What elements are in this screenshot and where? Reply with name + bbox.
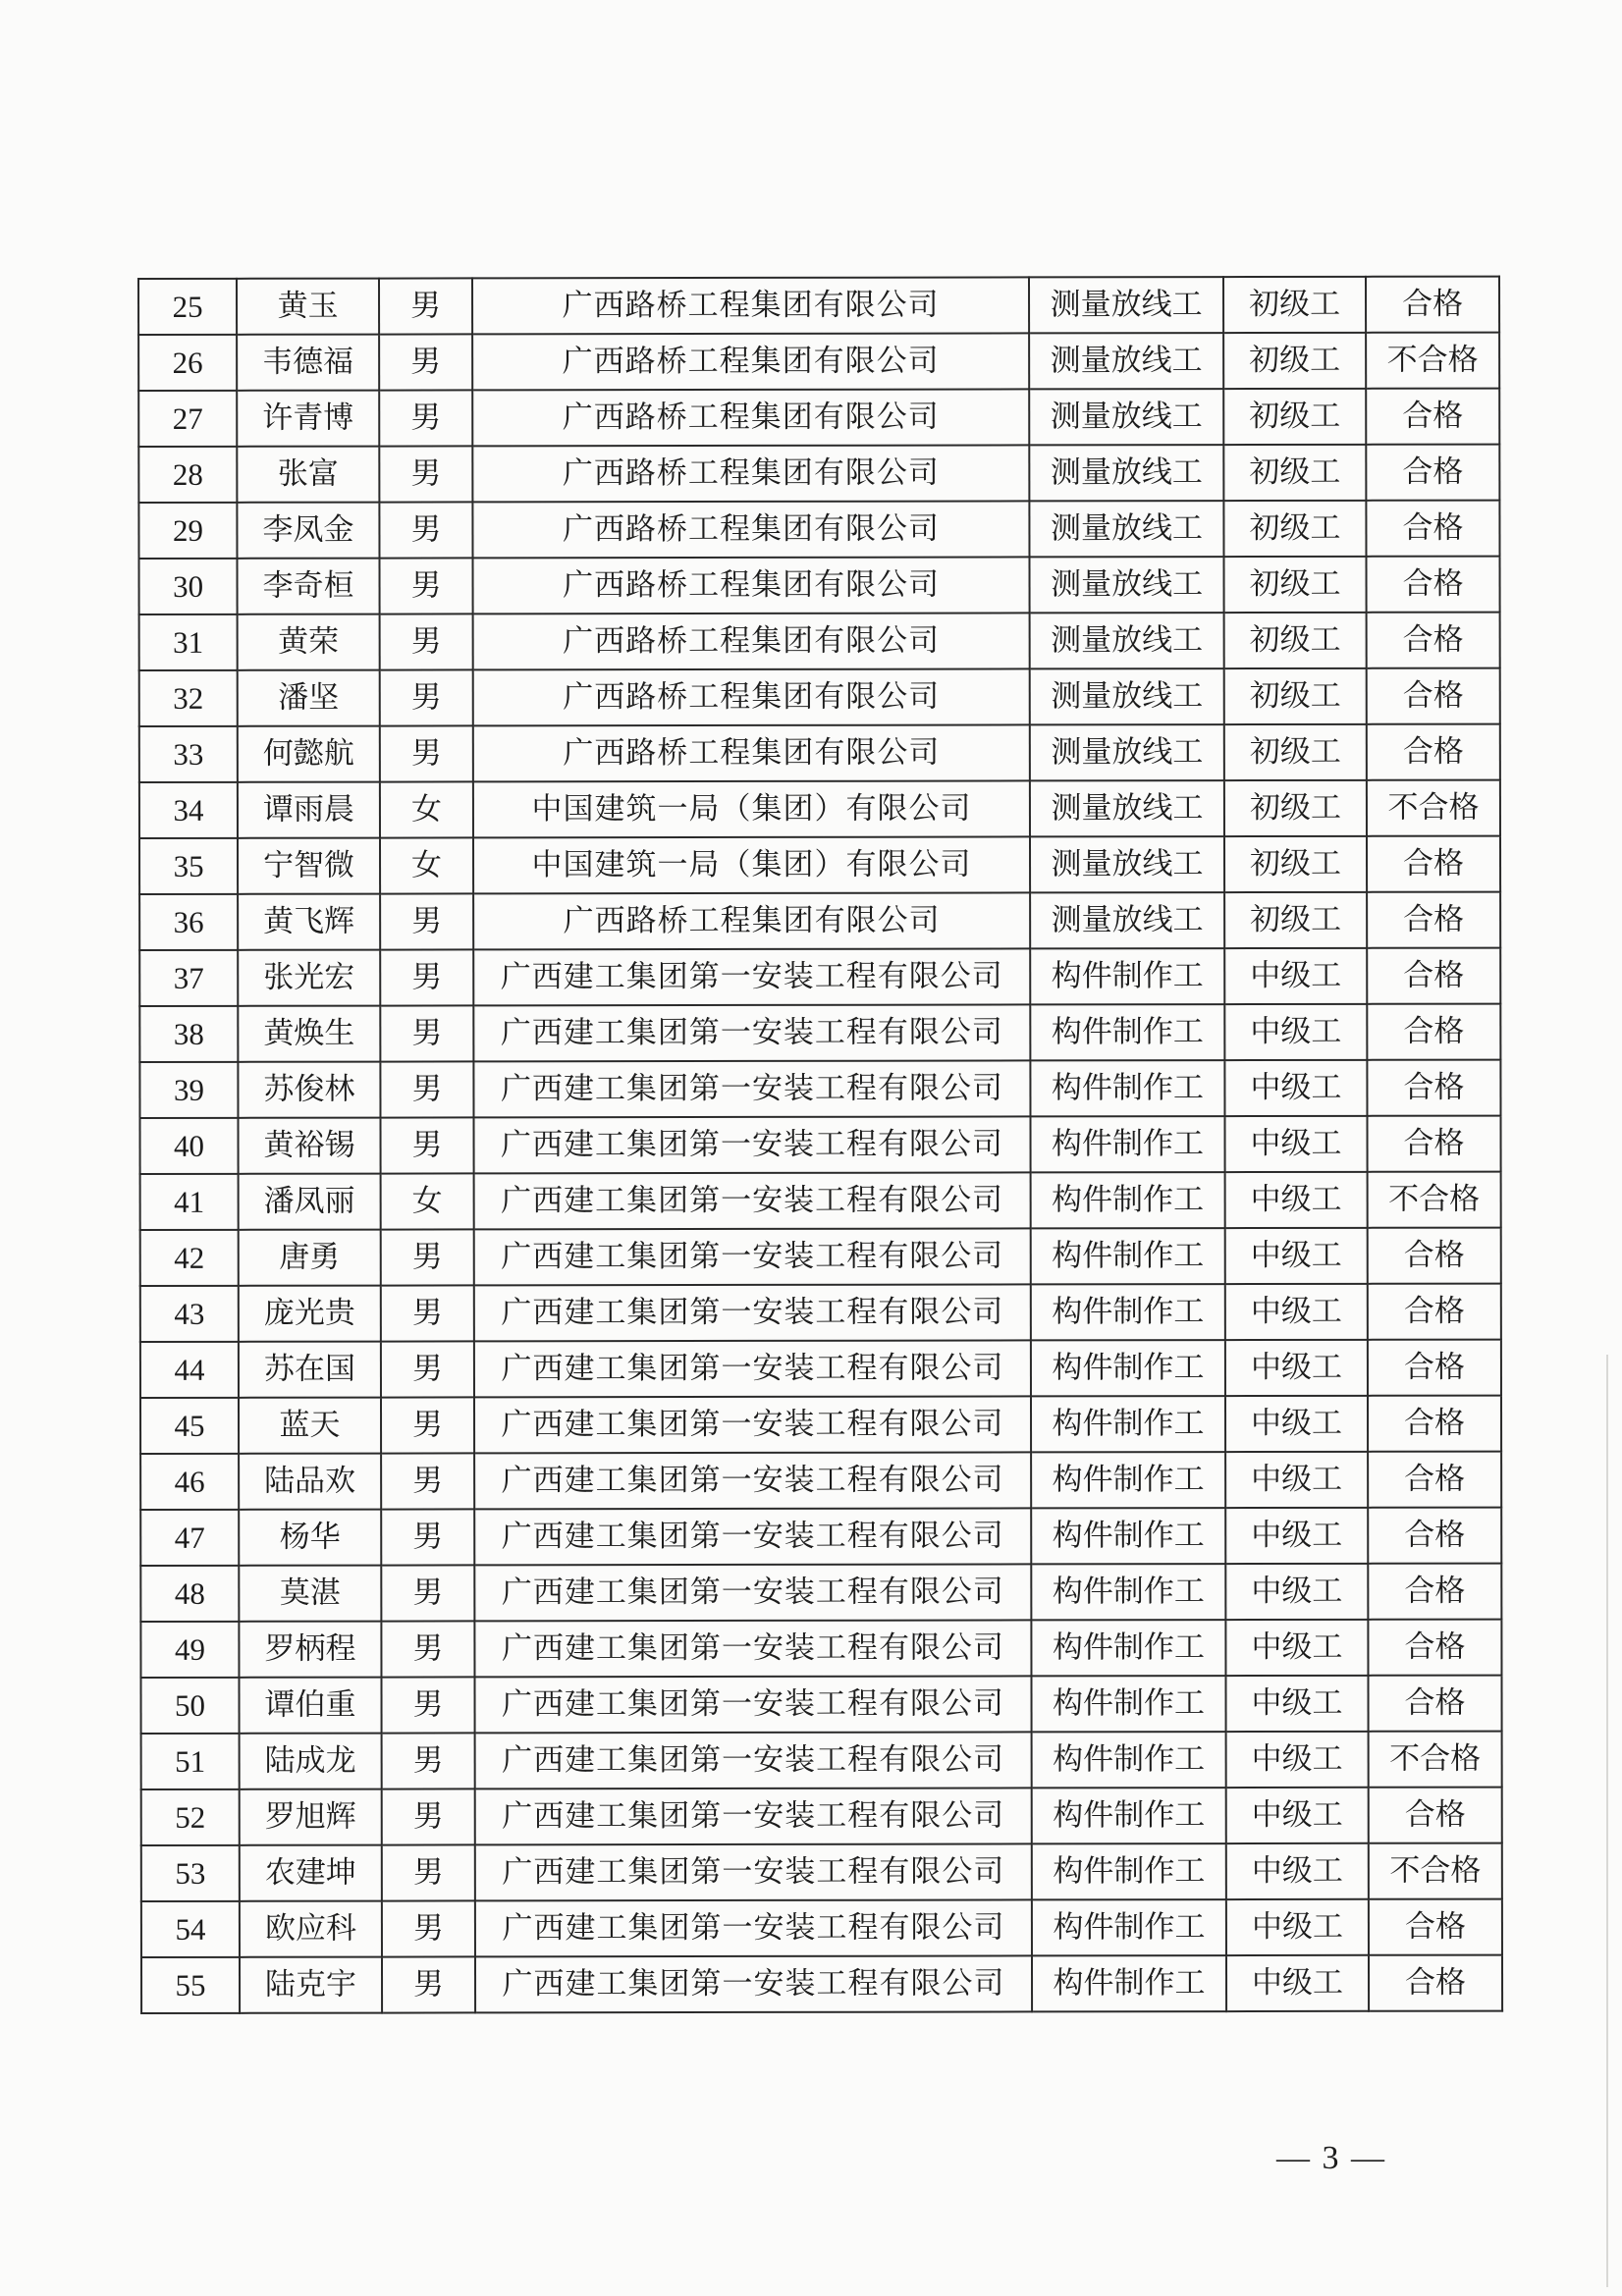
skill-level: 中级工 bbox=[1224, 948, 1367, 1004]
skill-level: 中级工 bbox=[1225, 1620, 1368, 1676]
company-name: 广西路桥工程集团有限公司 bbox=[473, 892, 1030, 949]
trade: 构件制作工 bbox=[1031, 1564, 1225, 1620]
results-table-body bbox=[138, 277, 1502, 2013]
gender: 男 bbox=[382, 1844, 475, 1900]
trade: 测量放线工 bbox=[1030, 892, 1224, 948]
gender: 男 bbox=[381, 1285, 474, 1341]
row-number: 54 bbox=[141, 1901, 240, 1957]
person-name: 莫湛 bbox=[239, 1566, 381, 1622]
company-name: 广西建工集团第一安装工程有限公司 bbox=[474, 1284, 1031, 1341]
company-name: 广西建工集团第一安装工程有限公司 bbox=[474, 1620, 1031, 1677]
row-number: 47 bbox=[140, 1510, 239, 1566]
table-row bbox=[139, 724, 1500, 782]
table-row bbox=[139, 948, 1500, 1006]
row-number: 25 bbox=[138, 279, 237, 335]
company-name: 广西建工集团第一安装工程有限公司 bbox=[475, 1788, 1032, 1844]
person-name: 张富 bbox=[237, 447, 379, 503]
exam-result: 合格 bbox=[1368, 1564, 1501, 1620]
company-name: 中国建筑一局（集团）有限公司 bbox=[473, 836, 1030, 893]
trade: 测量放线工 bbox=[1030, 724, 1224, 780]
table-row bbox=[141, 1788, 1502, 1845]
skill-level: 初级工 bbox=[1224, 668, 1367, 724]
skill-level: 初级工 bbox=[1224, 724, 1367, 780]
table-row bbox=[138, 501, 1499, 559]
exam-result: 合格 bbox=[1367, 724, 1500, 780]
row-number: 40 bbox=[139, 1118, 238, 1174]
row-number: 37 bbox=[139, 950, 238, 1006]
company-name: 中国建筑一局（集团）有限公司 bbox=[473, 780, 1030, 837]
person-name: 陆品欢 bbox=[239, 1454, 381, 1510]
exam-result: 合格 bbox=[1367, 836, 1500, 892]
person-name: 潘坚 bbox=[238, 670, 380, 726]
results-table bbox=[137, 276, 1503, 2014]
company-name: 广西建工集团第一安装工程有限公司 bbox=[475, 1899, 1032, 1956]
person-name: 蓝天 bbox=[239, 1398, 381, 1454]
skill-level: 初级工 bbox=[1224, 892, 1367, 948]
table-row bbox=[141, 1899, 1502, 1957]
gender: 男 bbox=[380, 725, 473, 781]
skill-level: 中级工 bbox=[1225, 1676, 1368, 1732]
trade: 构件制作工 bbox=[1031, 1396, 1225, 1452]
person-name: 农建坤 bbox=[240, 1845, 382, 1901]
person-name: 陆成龙 bbox=[240, 1734, 382, 1789]
gender: 男 bbox=[379, 502, 472, 558]
table-row bbox=[139, 1004, 1500, 1062]
row-number: 38 bbox=[139, 1006, 238, 1062]
skill-level: 中级工 bbox=[1226, 1955, 1369, 2011]
row-number: 49 bbox=[140, 1622, 239, 1678]
exam-result: 合格 bbox=[1366, 445, 1499, 501]
company-name: 广西建工集团第一安装工程有限公司 bbox=[473, 1004, 1030, 1061]
person-name: 张光宏 bbox=[238, 950, 380, 1006]
exam-result: 合格 bbox=[1366, 557, 1499, 613]
person-name: 许青博 bbox=[237, 391, 379, 447]
company-name: 广西建工集团第一安装工程有限公司 bbox=[474, 1172, 1031, 1229]
company-name: 广西建工集团第一安装工程有限公司 bbox=[474, 1564, 1031, 1621]
gender: 男 bbox=[380, 1005, 473, 1061]
row-number: 53 bbox=[141, 1845, 240, 1901]
row-number: 41 bbox=[140, 1174, 239, 1230]
gender: 女 bbox=[380, 781, 473, 837]
exam-result: 合格 bbox=[1368, 1452, 1501, 1508]
company-name: 广西建工集团第一安装工程有限公司 bbox=[474, 1508, 1031, 1565]
table-row bbox=[140, 1676, 1501, 1734]
exam-result: 合格 bbox=[1368, 1284, 1501, 1340]
page-edge-shadow bbox=[1606, 1355, 1608, 2287]
person-name: 苏在国 bbox=[239, 1342, 381, 1398]
person-name: 黄荣 bbox=[238, 614, 380, 670]
row-number: 34 bbox=[139, 782, 238, 838]
exam-result: 合格 bbox=[1367, 613, 1500, 668]
exam-result: 合格 bbox=[1368, 1396, 1501, 1452]
gender: 男 bbox=[380, 893, 473, 949]
gender: 男 bbox=[379, 446, 472, 502]
skill-level: 中级工 bbox=[1224, 1116, 1367, 1172]
row-number: 43 bbox=[140, 1286, 239, 1342]
skill-level: 初级工 bbox=[1223, 501, 1366, 557]
trade: 测量放线工 bbox=[1030, 668, 1224, 724]
exam-result: 合格 bbox=[1367, 948, 1500, 1004]
person-name: 潘凤丽 bbox=[239, 1174, 381, 1230]
table-row bbox=[139, 1116, 1500, 1174]
company-name: 广西路桥工程集团有限公司 bbox=[473, 668, 1030, 725]
company-name: 广西建工集团第一安装工程有限公司 bbox=[473, 1116, 1030, 1173]
company-name: 广西建工集团第一安装工程有限公司 bbox=[473, 948, 1030, 1005]
table-row bbox=[139, 668, 1500, 726]
trade: 构件制作工 bbox=[1030, 948, 1224, 1004]
gender: 男 bbox=[379, 558, 472, 614]
table-row bbox=[140, 1620, 1501, 1678]
gender: 男 bbox=[380, 669, 473, 725]
exam-result: 合格 bbox=[1366, 389, 1499, 445]
trade: 测量放线工 bbox=[1030, 780, 1224, 836]
exam-result: 合格 bbox=[1367, 892, 1500, 948]
exam-result: 合格 bbox=[1366, 501, 1499, 557]
trade: 构件制作工 bbox=[1031, 1676, 1225, 1732]
trade: 构件制作工 bbox=[1031, 1172, 1225, 1228]
company-name: 广西路桥工程集团有限公司 bbox=[473, 613, 1030, 669]
trade: 测量放线工 bbox=[1029, 277, 1223, 333]
gender: 男 bbox=[380, 949, 473, 1005]
company-name: 广西建工集团第一安装工程有限公司 bbox=[474, 1396, 1031, 1453]
row-number: 48 bbox=[140, 1566, 239, 1622]
trade: 构件制作工 bbox=[1031, 1452, 1225, 1508]
exam-result: 合格 bbox=[1368, 1620, 1501, 1676]
gender: 男 bbox=[380, 1117, 473, 1173]
company-name: 广西路桥工程集团有限公司 bbox=[472, 501, 1029, 558]
person-name: 李凤金 bbox=[237, 503, 379, 559]
exam-result: 合格 bbox=[1368, 1508, 1501, 1564]
gender: 男 bbox=[382, 1900, 475, 1956]
trade: 构件制作工 bbox=[1030, 1116, 1224, 1172]
table-row bbox=[139, 613, 1500, 670]
table-row bbox=[140, 1172, 1501, 1230]
gender: 男 bbox=[381, 1453, 474, 1509]
gender: 男 bbox=[381, 1397, 474, 1453]
company-name: 广西路桥工程集团有限公司 bbox=[472, 557, 1029, 614]
table-row bbox=[140, 1340, 1501, 1398]
skill-level: 中级工 bbox=[1224, 1060, 1367, 1116]
table-row bbox=[141, 1955, 1502, 2013]
exam-result: 不合格 bbox=[1366, 333, 1499, 389]
trade: 构件制作工 bbox=[1031, 1620, 1225, 1676]
company-name: 广西建工集团第一安装工程有限公司 bbox=[474, 1340, 1031, 1397]
table-row bbox=[139, 836, 1500, 894]
company-name: 广西路桥工程集团有限公司 bbox=[472, 333, 1029, 390]
skill-level: 初级工 bbox=[1223, 389, 1366, 445]
gender: 男 bbox=[381, 1565, 474, 1621]
row-number: 30 bbox=[138, 559, 237, 614]
skill-level: 中级工 bbox=[1226, 1732, 1369, 1788]
company-name: 广西建工集团第一安装工程有限公司 bbox=[473, 1060, 1030, 1117]
trade: 测量放线工 bbox=[1029, 557, 1223, 613]
exam-result: 合格 bbox=[1368, 1340, 1501, 1396]
skill-level: 中级工 bbox=[1225, 1284, 1368, 1340]
trade: 测量放线工 bbox=[1029, 445, 1223, 501]
skill-level: 中级工 bbox=[1224, 1004, 1367, 1060]
person-name: 谭伯重 bbox=[239, 1678, 381, 1734]
person-name: 陆克宇 bbox=[240, 1957, 382, 2013]
gender: 男 bbox=[381, 1677, 474, 1733]
skill-level: 中级工 bbox=[1225, 1228, 1368, 1284]
skill-level: 初级工 bbox=[1223, 557, 1366, 613]
row-number: 55 bbox=[141, 1957, 240, 2013]
person-name: 黄飞辉 bbox=[238, 894, 380, 950]
trade: 构件制作工 bbox=[1030, 1060, 1224, 1116]
table-row bbox=[139, 780, 1500, 838]
person-name: 宁智微 bbox=[238, 838, 380, 894]
gender: 男 bbox=[381, 1509, 474, 1565]
skill-level: 中级工 bbox=[1225, 1452, 1368, 1508]
table-row bbox=[140, 1228, 1501, 1286]
gender: 男 bbox=[381, 1229, 474, 1285]
person-name: 何懿航 bbox=[238, 726, 380, 782]
skill-level: 初级工 bbox=[1223, 445, 1366, 501]
person-name: 欧应科 bbox=[240, 1901, 382, 1957]
trade: 构件制作工 bbox=[1031, 1284, 1225, 1340]
skill-level: 初级工 bbox=[1224, 836, 1367, 892]
company-name: 广西建工集团第一安装工程有限公司 bbox=[475, 1732, 1032, 1789]
trade: 构件制作工 bbox=[1031, 1508, 1225, 1564]
table-row bbox=[140, 1508, 1501, 1566]
table-row bbox=[138, 389, 1499, 447]
skill-level: 中级工 bbox=[1226, 1899, 1369, 1955]
skill-level: 初级工 bbox=[1223, 277, 1366, 333]
person-name: 杨华 bbox=[239, 1510, 381, 1566]
trade: 构件制作工 bbox=[1031, 1228, 1225, 1284]
person-name: 罗柄程 bbox=[239, 1622, 381, 1678]
skill-level: 中级工 bbox=[1226, 1788, 1369, 1843]
row-number: 42 bbox=[140, 1230, 239, 1286]
person-name: 唐勇 bbox=[239, 1230, 381, 1286]
table-row bbox=[138, 445, 1499, 503]
company-name: 广西路桥工程集团有限公司 bbox=[472, 389, 1029, 446]
gender: 男 bbox=[381, 1341, 474, 1397]
gender: 男 bbox=[382, 1789, 475, 1844]
skill-level: 中级工 bbox=[1225, 1508, 1368, 1564]
person-name: 李奇桓 bbox=[237, 559, 379, 614]
exam-result: 合格 bbox=[1369, 1899, 1502, 1955]
table-row bbox=[138, 333, 1499, 391]
company-name: 广西建工集团第一安装工程有限公司 bbox=[475, 1955, 1032, 2012]
exam-result: 合格 bbox=[1369, 1788, 1502, 1843]
table-row bbox=[140, 1284, 1501, 1342]
skill-level: 初级工 bbox=[1224, 780, 1367, 836]
exam-result: 不合格 bbox=[1369, 1843, 1502, 1899]
gender: 男 bbox=[379, 390, 472, 446]
skill-level: 中级工 bbox=[1225, 1172, 1368, 1228]
row-number: 32 bbox=[139, 670, 238, 726]
trade: 构件制作工 bbox=[1032, 1899, 1226, 1955]
trade: 测量放线工 bbox=[1029, 389, 1223, 445]
skill-level: 中级工 bbox=[1226, 1843, 1369, 1899]
gender: 女 bbox=[381, 1173, 474, 1229]
trade: 测量放线工 bbox=[1029, 333, 1223, 389]
company-name: 广西建工集团第一安装工程有限公司 bbox=[475, 1843, 1032, 1900]
row-number: 28 bbox=[138, 447, 237, 503]
skill-level: 初级工 bbox=[1223, 333, 1366, 389]
person-name: 黄裕锡 bbox=[238, 1118, 380, 1174]
gender: 男 bbox=[381, 1621, 474, 1677]
trade: 构件制作工 bbox=[1030, 1004, 1224, 1060]
trade: 构件制作工 bbox=[1032, 1843, 1226, 1899]
skill-level: 中级工 bbox=[1225, 1340, 1368, 1396]
row-number: 27 bbox=[138, 391, 237, 447]
exam-result: 合格 bbox=[1367, 1060, 1500, 1116]
table-row bbox=[140, 1396, 1501, 1454]
exam-result: 合格 bbox=[1369, 1955, 1502, 2011]
person-name: 苏俊林 bbox=[238, 1062, 380, 1118]
company-name: 广西路桥工程集团有限公司 bbox=[472, 277, 1029, 334]
company-name: 广西建工集团第一安装工程有限公司 bbox=[474, 1452, 1031, 1509]
gender: 男 bbox=[382, 1956, 475, 2012]
skill-level: 中级工 bbox=[1225, 1396, 1368, 1452]
row-number: 39 bbox=[139, 1062, 238, 1118]
person-name: 罗旭辉 bbox=[240, 1789, 382, 1845]
trade: 测量放线工 bbox=[1029, 501, 1223, 557]
person-name: 庞光贵 bbox=[239, 1286, 381, 1342]
row-number: 29 bbox=[138, 503, 237, 559]
table-row bbox=[139, 892, 1500, 950]
company-name: 广西路桥工程集团有限公司 bbox=[472, 445, 1029, 502]
exam-result: 不合格 bbox=[1367, 780, 1500, 836]
trade: 构件制作工 bbox=[1032, 1955, 1226, 2011]
company-name: 广西建工集团第一安装工程有限公司 bbox=[474, 1228, 1031, 1285]
row-number: 35 bbox=[139, 838, 238, 894]
row-number: 36 bbox=[139, 894, 238, 950]
gender: 男 bbox=[379, 278, 472, 334]
row-number: 33 bbox=[139, 726, 238, 782]
person-name: 黄玉 bbox=[237, 279, 379, 335]
gender: 男 bbox=[380, 614, 473, 669]
exam-result: 合格 bbox=[1366, 277, 1499, 333]
exam-result: 不合格 bbox=[1368, 1172, 1501, 1228]
exam-result: 合格 bbox=[1367, 1004, 1500, 1060]
row-number: 44 bbox=[140, 1342, 239, 1398]
company-name: 广西建工集团第一安装工程有限公司 bbox=[474, 1676, 1031, 1733]
skill-level: 中级工 bbox=[1225, 1564, 1368, 1620]
company-name: 广西路桥工程集团有限公司 bbox=[473, 724, 1030, 781]
trade: 构件制作工 bbox=[1031, 1340, 1225, 1396]
row-number: 51 bbox=[141, 1734, 240, 1789]
exam-result: 合格 bbox=[1367, 1116, 1500, 1172]
row-number: 46 bbox=[140, 1454, 239, 1510]
row-number: 45 bbox=[140, 1398, 239, 1454]
exam-result: 不合格 bbox=[1369, 1732, 1502, 1788]
table-row bbox=[139, 1060, 1500, 1118]
gender: 男 bbox=[382, 1733, 475, 1789]
table-row bbox=[138, 557, 1499, 614]
row-number: 31 bbox=[139, 614, 238, 670]
gender: 男 bbox=[379, 334, 472, 390]
table-row bbox=[140, 1564, 1501, 1622]
trade: 构件制作工 bbox=[1032, 1788, 1226, 1843]
row-number: 52 bbox=[141, 1789, 240, 1845]
exam-result: 合格 bbox=[1368, 1676, 1501, 1732]
table-row bbox=[141, 1843, 1502, 1901]
skill-level: 初级工 bbox=[1224, 613, 1367, 668]
row-number: 50 bbox=[140, 1678, 239, 1734]
page-number: — 3 — bbox=[1276, 2140, 1386, 2176]
exam-result: 合格 bbox=[1368, 1228, 1501, 1284]
table-row bbox=[138, 277, 1499, 335]
person-name: 韦德福 bbox=[237, 335, 379, 391]
trade: 测量放线工 bbox=[1030, 613, 1224, 668]
table-row bbox=[140, 1452, 1501, 1510]
gender: 女 bbox=[380, 837, 473, 893]
trade: 构件制作工 bbox=[1032, 1732, 1226, 1788]
person-name: 谭雨晨 bbox=[238, 782, 380, 838]
table-row bbox=[141, 1732, 1502, 1789]
exam-result: 合格 bbox=[1367, 668, 1500, 724]
person-name: 黄焕生 bbox=[238, 1006, 380, 1062]
row-number: 26 bbox=[138, 335, 237, 391]
trade: 测量放线工 bbox=[1030, 836, 1224, 892]
gender: 男 bbox=[380, 1061, 473, 1117]
